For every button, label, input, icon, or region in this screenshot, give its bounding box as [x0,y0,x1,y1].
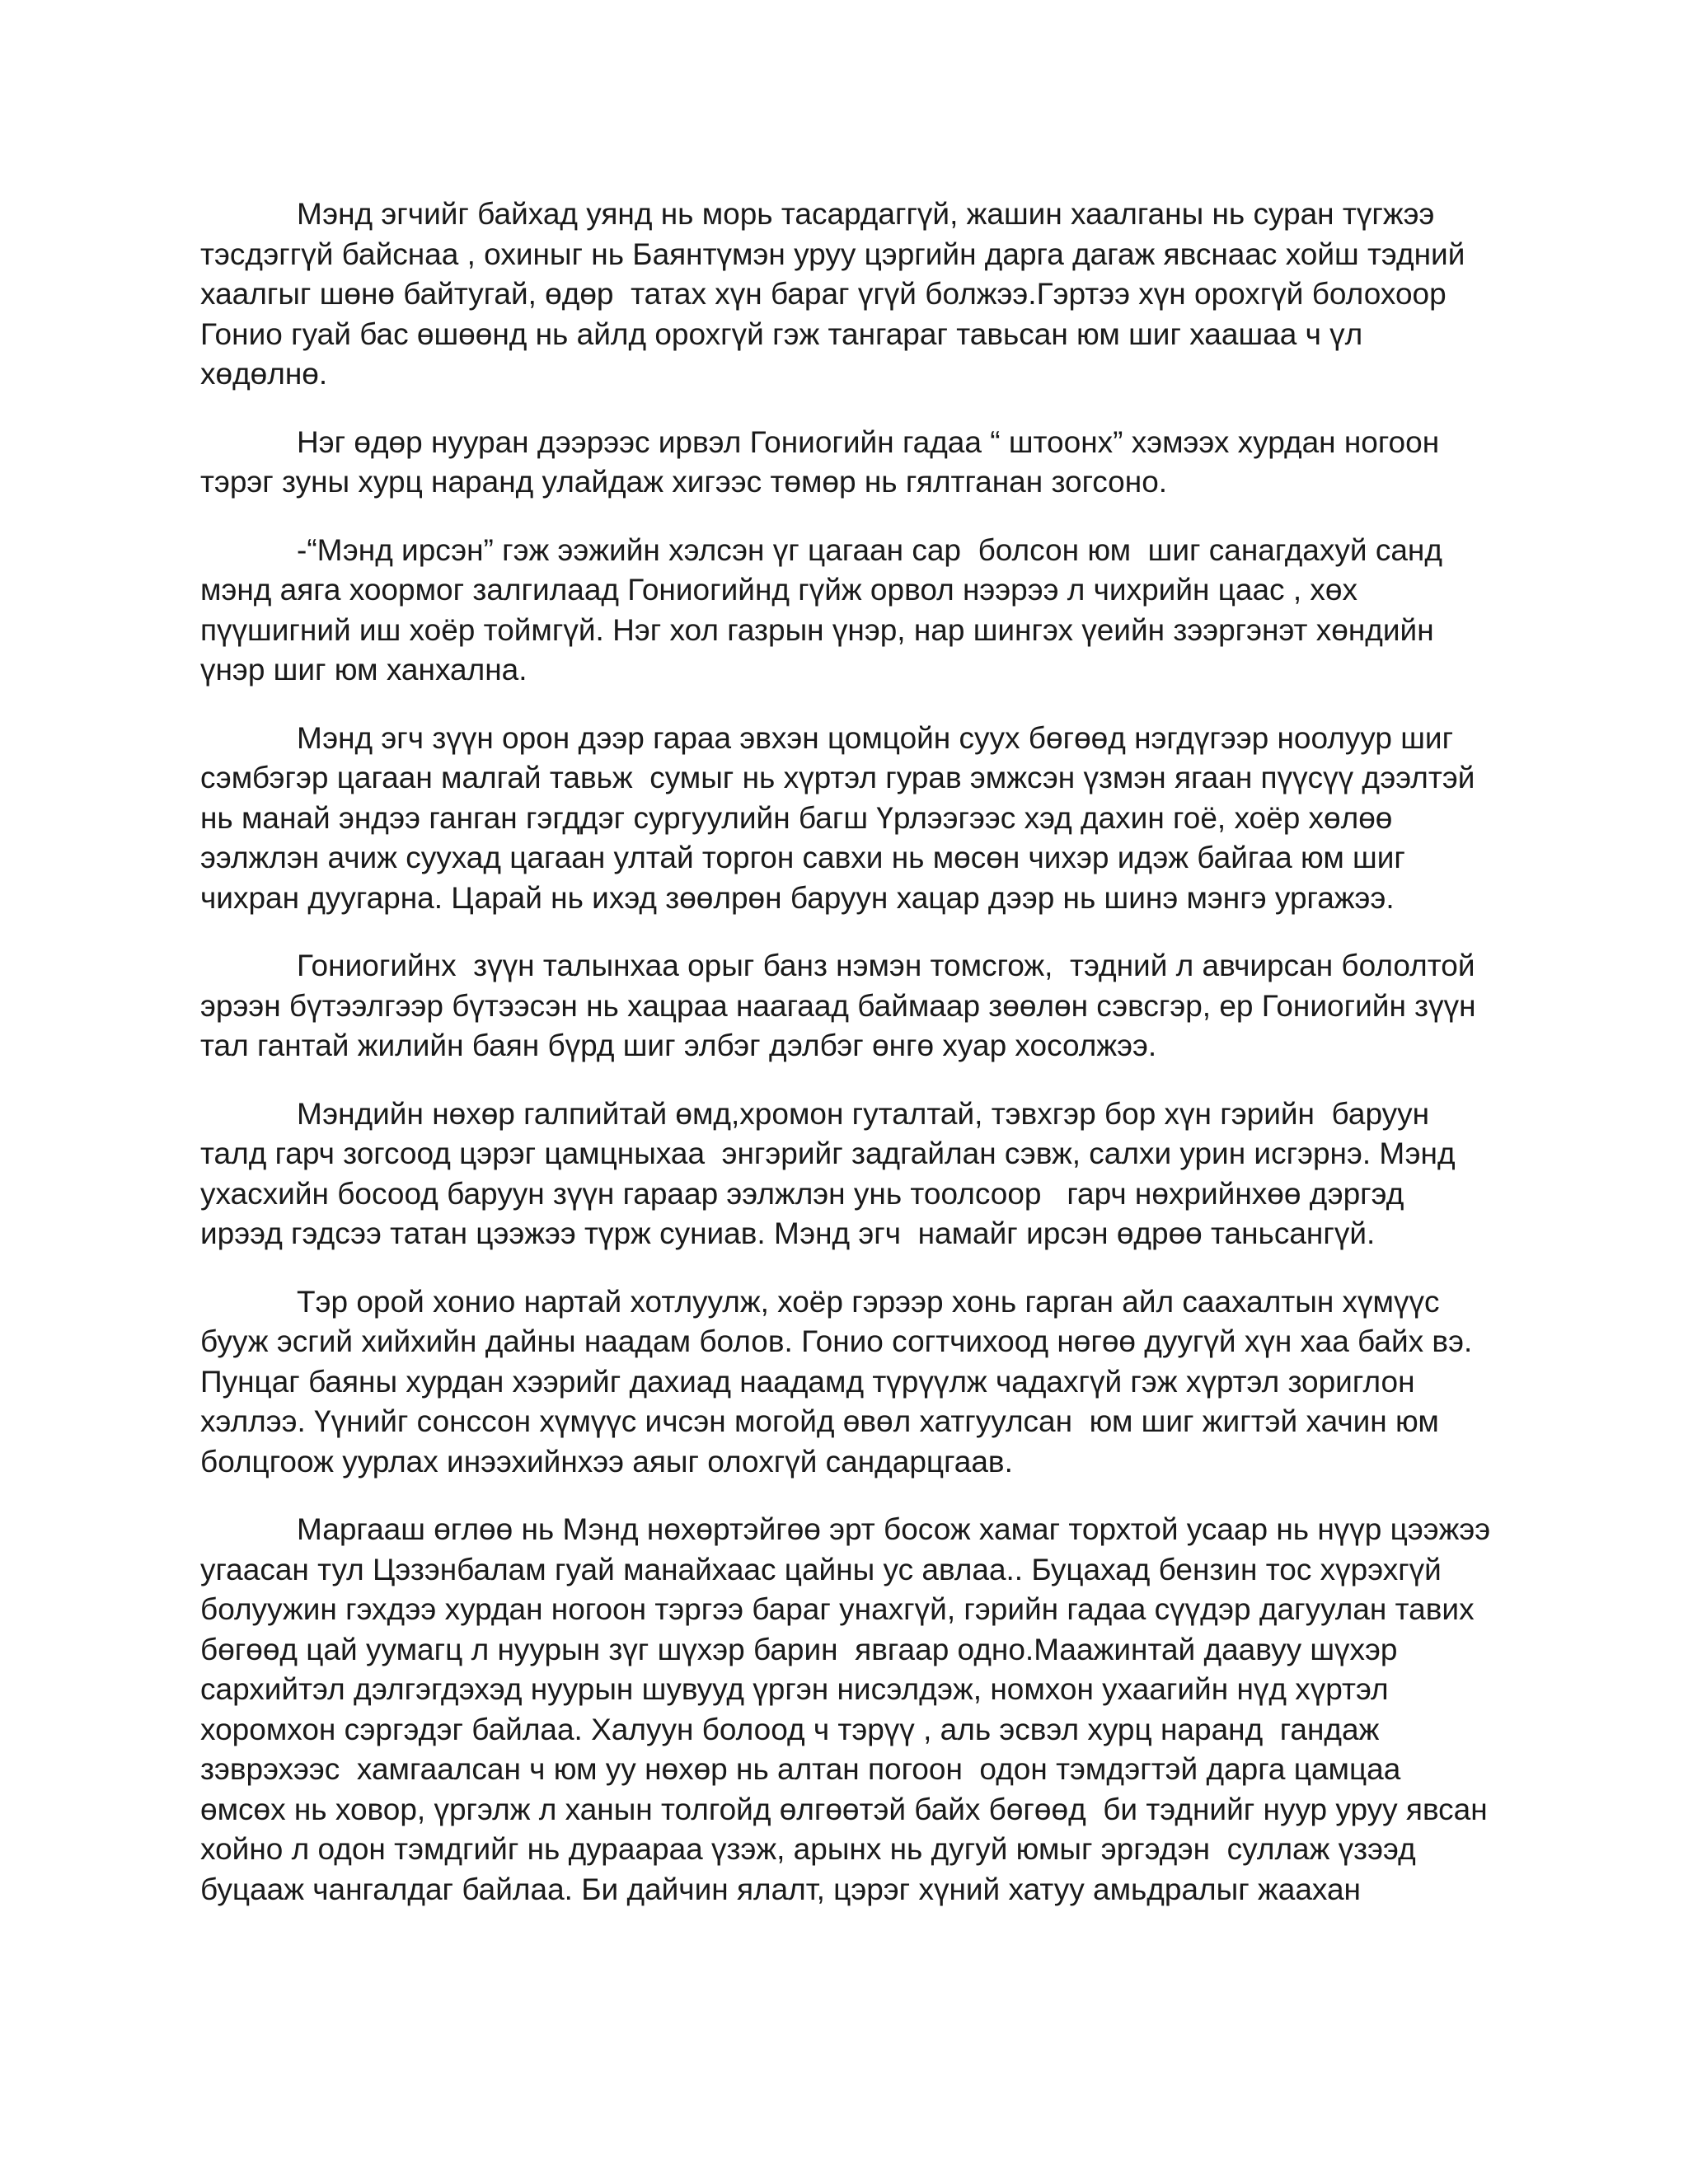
document-page [200,194,1519,1938]
text-line: үнэр шиг юм ханхална. [200,653,528,687]
text-line: Гонио гуай бас өшөөнд нь айлд орохгүй гэж тангараг тавьсан юм шиг хаашаа ч үл [200,316,1363,351]
text-line: эрээн бүтээлгээр бүтээсэн нь хацраа наагаад баймаар зөөлөн сэвсгэр, ер Гониогийн зүүн [200,988,1476,1023]
text-line: Маргааш өглөө нь Мэнд нөхөртэйгөө эрт босож хамаг торхтой усаар нь нүүр цээжээ [297,1512,1491,1546]
text-line: өмсөх нь ховор, үргэлж л ханын толгойд өлгөөтэй байх бөгөөд би тэднийг нуур уруу явсан [200,1792,1488,1826]
text-line: болуужин гэхдээ хурдан ногоон тэргээ бараг унахгүй, гэрийн гадаа сүүдэр дагуулан тавих [200,1592,1475,1626]
paragraph-8 [200,1510,1519,1910]
paragraph-6 [200,1094,1519,1254]
text-line: сэмбэгэр цагаан малгай тавьж сумыг нь хүртэл гурав эмжсэн үзмэн ягаан пүүсүү дээлтэй [200,761,1475,794]
text-line: угаасан тул Цэзэнбалам гуай манайхаас цайны ус авлаа.. Буцахад бензин тос хүрэхгүй [200,1552,1442,1586]
text-line: пүүшигний иш хоёр тоймгүй. Нэг хол газрын үнэр, нар шингэх үеийн зээргэнэт хөндийн [200,612,1434,647]
text-line: хоромхон сэргэдэг байлаа. Халуун болоод ч тэрүү , аль эсвэл хурц наранд гандаж [200,1712,1380,1746]
text-line: ухасхийн босоод баруун зүүн гараар ээлжлэн унь тоолсоор гарч нөхрийнхөө дэргэд [200,1176,1404,1211]
text-line: Мэнд эгч зүүн орон дээр гараа эвхэн цомцойн суух бөгөөд нэгдүгээр ноолуур шиг [297,720,1454,755]
paragraph-7 [200,1282,1519,1483]
paragraph-4 [200,719,1519,919]
text-line: бууж эсгий хийхийн дайны наадам болов. Гонио согтчихоод нөгөө дуугүй хүн хаа байх вэ. [200,1324,1473,1358]
text-line: Гониогийнх зүүн талынхаа орыг банз нэмэн томсгож, тэдний л авчирсан бололтой [297,949,1475,982]
text-line: Нэг өдөр нууран дээрээс ирвэл Гониогийн гадаа “ штоонх” хэмээх хурдан ногоон [297,424,1440,459]
text-line: Пунцаг баяны хурдан хээрийг дахиад наадамд түрүүлж чадахгүй гэж хүртэл зориглон [200,1364,1415,1399]
paragraph-3 [200,531,1519,691]
text-line: бөгөөд цай уумагц л нуурын зүг шүхэр барин явгаар одно.Маажинтай даавуу шүхэр [200,1632,1398,1666]
text-line: тал гантай жилийн баян бүрд шиг элбэг дэлбэг өнгө хуар хосолжээ. [200,1029,1157,1062]
text-line: сархийтэл дэлгэгдэхэд нуурын шувууд үргэн нисэлдэж, номхон ухаагийн нүд хүртэл [200,1672,1389,1706]
text-line: тэсдэггүй байснаа , охиныг нь Баянтүмэн уруу цэргийн дарга дагаж явснаас хойш тэдний [200,237,1465,271]
text-line: Мэндийн нөхөр галпийтай өмд,хромон гуталтай, тэвхгэр бор хүн гэрийн баруун [297,1096,1430,1131]
text-line: Тэр орой хонио нартай хотлуулж, хоёр гэрээр хонь гарган айл саахалтын хүмүүс [297,1284,1440,1319]
text-line: тэрэг зуны хурц наранд улайдаж хигээс төмөр нь гялтганан зогсоно. [200,465,1168,499]
text-line: мэнд аяга хоормог залгилаад Гониогийнд гүйж орвол нээрээ л чихрийн цаас , хөх [200,573,1357,607]
text-line: ээлжлэн ачиж суухад цагаан ултай торгон савхи нь мөсөн чихэр идэж байгаа юм шиг [200,841,1405,874]
text-line: ирээд гэдсээ татан цээжээ түрж суниав. Мэнд эгч намайг ирсэн өдрөө таньсангүй. [200,1216,1376,1250]
text-line: Мэнд эгчийг байхад уянд нь морь тасардаггүй, жашин хаалганы нь суран түгжээ [297,197,1435,231]
text-line: -“Мэнд ирсэн” гэж ээжийн хэлсэн үг цагаан сар болсон юм шиг санагдахуй санд [297,532,1442,567]
text-line: зэврэхээс хамгаалсан ч юм уу нөхөр нь алтан погоон одон тэмдэгтэй дарга цамцаа [200,1752,1401,1786]
text-line: нь манай эндээ ганган гэгддэг сургуулийн багш Үрлээгээс хэд дахин гоё, хоёр хөлөө [200,800,1393,835]
text-line: болцгоож уурлах инээхийнхээ аяыг олохгүй сандарцгаав. [200,1444,1013,1479]
text-line: хөдөлнө. [200,357,328,391]
paragraph-2 [200,423,1519,503]
text-line: хэллээ. Үүнийг сонссон хүмүүс ичсэн могойд өвөл хатгуулсан юм шиг жигтэй хачин юм [200,1404,1439,1438]
text-line: хаалгыг шөнө байтугай, өдөр татах хүн бараг үгүй болжээ.Гэртээ хүн орохгүй болохоор [200,277,1447,311]
text-line: хойно л одон тэмдгийг нь дураараа үзэж, арынх нь дугуй юмыг эргэдэн суллаж үзээд [200,1832,1416,1866]
text-line: буцааж чангалдаг байлаа. Би дайчин ялалт, цэрэг хүний хатуу амьдралыг жаахан [200,1872,1361,1906]
paragraph-1 [200,194,1519,395]
text-line: талд гарч зогсоод цэрэг цамцныхаа энгэрийг задгайлан сэвж, салхи урин исгэрнэ. Мэнд [200,1137,1456,1170]
text-line: чихран дуугарна. Царай нь ихэд зөөлрөн баруун хацар дээр нь шинэ мэнгэ ургажээ. [200,880,1395,915]
paragraph-5 [200,946,1519,1066]
